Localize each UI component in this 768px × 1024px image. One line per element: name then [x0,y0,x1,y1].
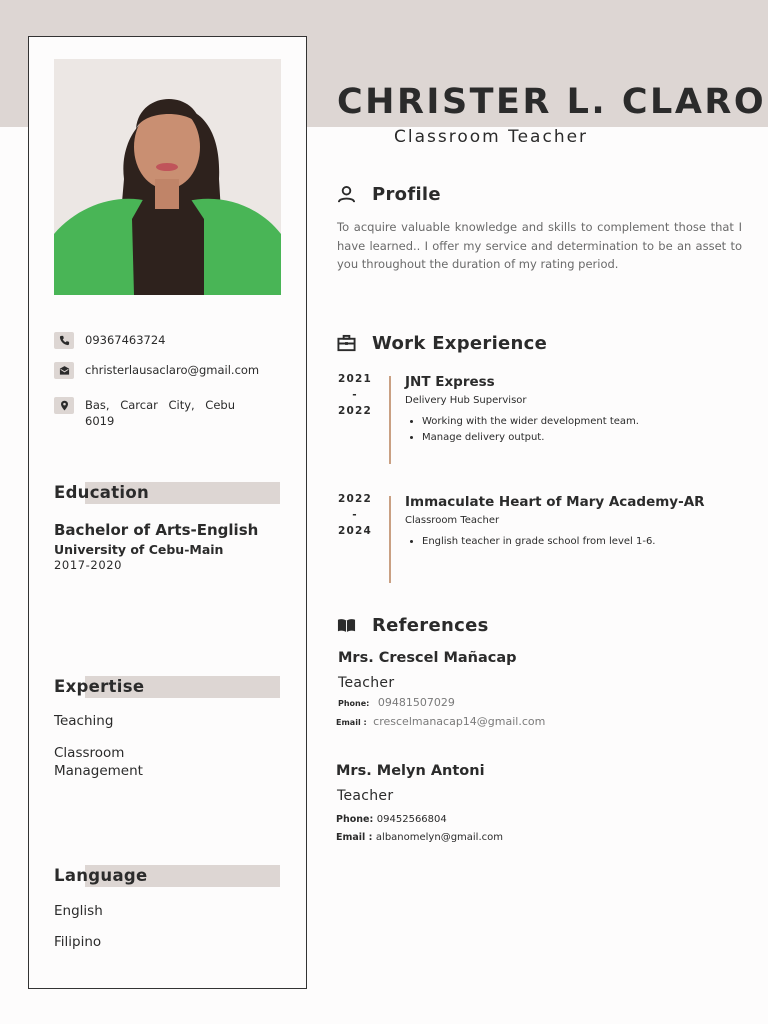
job-bullet: • English teacher in grade school from level 1-6. [422,534,745,550]
education-degree: Bachelor of Arts-English [54,521,259,539]
phone-label: Phone: [338,699,370,708]
language-item: Filipino [54,934,102,950]
contact-address [54,397,235,429]
email-label: Email : [336,832,373,843]
person-icon [337,185,356,204]
email-label: Email : [336,718,367,727]
job-role: Delivery Hub Supervisor [405,395,527,406]
phone-value: 09452566804 [376,814,447,825]
reference-email [336,715,545,728]
candidate-title: Classroom Teacher [394,127,589,147]
reference-email [336,830,503,843]
job-entry [405,494,745,550]
expertise-item: Classroom Management [54,745,143,779]
phone-icon [54,332,74,349]
job-start-year: 2022 [337,493,373,505]
job-role: Classroom Teacher [405,515,500,526]
location-icon [54,397,74,414]
work-heading [337,333,547,354]
job-end-year: 2024 [337,525,373,537]
references-heading [337,615,489,636]
reference-phone [336,812,447,825]
contact-email [54,362,259,379]
reference-phone [338,696,455,709]
timeline-line [389,376,391,464]
reference-name: Mrs. Melyn Antoni [336,763,485,779]
job-years [337,371,373,419]
education-years: 2017-2020 [54,558,123,572]
profile-text: To acquire valuable knowledge and skills to complement those that I have learned.. I offer my service and determination to be an asset to you throughout the duration of my rating period. [337,220,742,271]
candidate-name: CHRISTER L. CLARO [337,82,767,122]
phone-number: 09367463724 [85,333,166,347]
reference-role: Teacher [338,675,395,691]
profile-heading [337,184,441,205]
email-value: crescelmanacap14@gmail.com [373,715,546,728]
job-end-year: 2022 [337,405,373,417]
job-year-separator: - [352,509,358,521]
timeline-line [389,496,391,583]
expertise-heading [54,676,280,698]
job-start-year: 2021 [337,373,373,385]
job-bullet: • Manage delivery output. [422,430,745,446]
job-company: Immaculate Heart of Mary Academy-AR [405,494,705,510]
education-heading [54,482,280,504]
reference-name: Mrs. Crescel Mañacap [338,650,517,666]
job-company: JNT Express [405,374,495,390]
work-heading-label: Work Experience [372,333,548,354]
language-heading-label: Language [54,866,148,885]
reference-role: Teacher [337,788,394,804]
references-heading-label: References [372,615,489,636]
email-value: albanomelyn@gmail.com [375,832,503,843]
job-bullet: • Working with the wider development team. [422,414,745,430]
education-heading-label: Education [54,483,150,502]
phone-value: 09481507029 [377,696,455,709]
contact-phone [54,332,165,349]
job-bullets [405,414,745,446]
job-entry [405,374,745,446]
job-bullets [405,534,745,550]
language-heading [54,865,280,887]
briefcase-icon [337,334,356,353]
profile-photo [54,59,281,295]
address: Bas, Carcar City, Cebu 6019 [85,398,235,428]
education-school: University of Cebu-Main [54,542,224,557]
profile-heading-label: Profile [372,184,441,205]
phone-label: Phone: [336,814,374,825]
mail-icon [54,362,74,379]
email-address: christerlausaclaro@gmail.com [85,363,260,377]
job-years [337,491,373,539]
book-icon [337,616,356,635]
expertise-heading-label: Expertise [54,677,145,696]
job-year-separator: - [352,389,358,401]
language-item: English [54,903,103,919]
expertise-item: Teaching [54,713,114,729]
